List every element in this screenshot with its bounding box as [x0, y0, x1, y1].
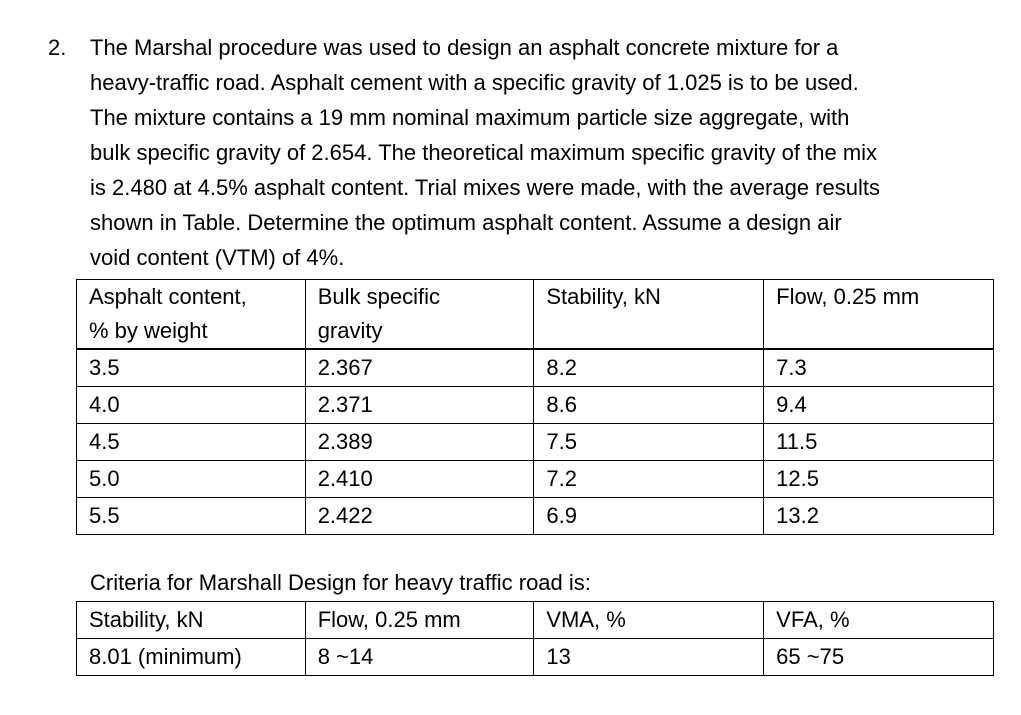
table-row: [77, 461, 994, 498]
cell-asphalt-content: 5.5: [77, 498, 306, 535]
criteria-header-row: [77, 602, 994, 639]
cell-stability: 6.9: [534, 498, 764, 535]
table-header-row: [77, 280, 994, 350]
criteria-value-vma: 13: [534, 639, 764, 676]
problem-line: heavy-traffic road. Asphalt cement with a specific gravity of 1.025 is to be used.: [90, 70, 859, 95]
problem-line: shown in Table. Determine the optimum asphalt content. Assume a design air: [90, 210, 842, 235]
criteria-header-flow: Flow, 0.25 mm: [305, 602, 534, 639]
cell-bulk-specific-gravity: 2.410: [305, 461, 534, 498]
cell-flow: 11.5: [764, 424, 994, 461]
problem-line: The Marshal procedure was used to design an asphalt concrete mixture for a: [90, 35, 839, 60]
criteria-header-vma: VMA, %: [534, 602, 764, 639]
table-row: [77, 349, 994, 387]
cell-bulk-specific-gravity: 2.371: [305, 387, 534, 424]
marshall-criteria-table: [76, 601, 994, 676]
cell-bulk-specific-gravity: 2.422: [305, 498, 534, 535]
problem-text: [90, 30, 990, 275]
criteria-header-vfa: VFA, %: [764, 602, 994, 639]
trial-mix-results-table: [76, 279, 994, 535]
table-row: [77, 498, 994, 535]
cell-asphalt-content: 4.0: [77, 387, 306, 424]
cell-stability: 8.6: [534, 387, 764, 424]
criteria-header-stability: Stability, kN: [77, 602, 306, 639]
cell-asphalt-content: 4.5: [77, 424, 306, 461]
criteria-value-vfa: 65 ~75: [764, 639, 994, 676]
cell-bulk-specific-gravity: 2.367: [305, 349, 534, 387]
table-row: [77, 424, 994, 461]
criteria-values-row: [77, 639, 994, 676]
cell-asphalt-content: 3.5: [77, 349, 306, 387]
criteria-value-flow: 8 ~14: [305, 639, 534, 676]
cell-bulk-specific-gravity: 2.389: [305, 424, 534, 461]
header-flow: Flow, 0.25 mm: [764, 280, 994, 350]
cell-stability: 7.5: [534, 424, 764, 461]
cell-stability: 7.2: [534, 461, 764, 498]
problem-line: void content (VTM) of 4%.: [90, 245, 345, 270]
problem-line: bulk specific gravity of 2.654. The theoretical maximum specific gravity of the mix: [90, 140, 878, 165]
criteria-value-stability: 8.01 (minimum): [77, 639, 306, 676]
cell-flow: 13.2: [764, 498, 994, 535]
header-asphalt-content: Asphalt content, % by weight: [77, 280, 306, 350]
header-bulk-specific-gravity: Bulk specific gravity: [305, 280, 534, 350]
problem-line: is 2.480 at 4.5% asphalt content. Trial mixes were made, with the average results: [90, 175, 880, 200]
cell-flow: 9.4: [764, 387, 994, 424]
cell-flow: 12.5: [764, 461, 994, 498]
cell-asphalt-content: 5.0: [77, 461, 306, 498]
table-row: [77, 387, 994, 424]
problem-line: The mixture contains a 19 mm nominal maximum particle size aggregate, with: [90, 105, 850, 130]
criteria-caption: Criteria for Marshall Design for heavy traffic road is:: [90, 570, 591, 595]
cell-flow: 7.3: [764, 349, 994, 387]
cell-stability: 8.2: [534, 349, 764, 387]
problem-number: 2.: [48, 35, 67, 60]
header-stability: Stability, kN: [534, 280, 764, 350]
